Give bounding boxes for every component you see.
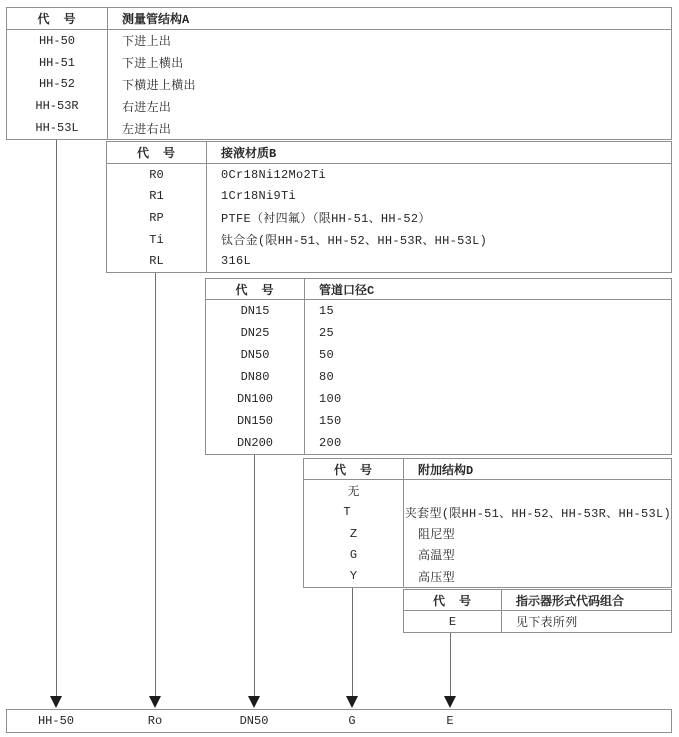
row-desc: 下进上出 — [122, 35, 172, 50]
table-row — [304, 523, 671, 544]
down-arrow-icon — [149, 696, 161, 708]
table-row — [206, 322, 671, 344]
row-code: E — [448, 614, 457, 629]
table-row — [206, 388, 671, 410]
example-code-segment: E — [446, 714, 454, 728]
table-header — [404, 590, 671, 611]
column-divider — [206, 142, 207, 272]
connector-line — [352, 588, 353, 696]
row-desc: PTFE（衬四氟）（限HH-51、HH-52） — [221, 212, 431, 227]
row-desc: 下进上横出 — [122, 57, 184, 72]
row-desc: 阻尼型 — [418, 528, 455, 543]
row-desc: 50 — [319, 348, 335, 362]
table-row — [206, 300, 671, 322]
row-desc: 右进左出 — [122, 100, 172, 115]
row-code: T — [343, 505, 351, 520]
example-code-segment: HH-50 — [37, 714, 74, 728]
table-row — [107, 229, 671, 251]
code-header: 代 号 — [432, 594, 472, 609]
table-pipe-diameter — [205, 278, 672, 455]
row-code: Ti — [149, 232, 164, 247]
row-code: R0 — [149, 167, 164, 182]
desc-header: 测量管结构A — [122, 13, 190, 27]
table-row — [107, 207, 671, 229]
row-desc: 下横进上横出 — [122, 78, 196, 93]
example-code-box — [6, 709, 672, 733]
row-code: HH-51 — [38, 55, 75, 70]
column-divider — [501, 590, 502, 632]
row-code: HH-50 — [38, 33, 75, 48]
row-desc: 200 — [319, 436, 342, 450]
table-row — [304, 566, 671, 587]
table-body — [304, 480, 671, 587]
down-arrow-icon — [50, 696, 62, 708]
row-desc: 15 — [319, 304, 335, 318]
row-desc: 150 — [319, 414, 342, 428]
row-code: DN25 — [240, 326, 270, 340]
row-code: G — [349, 547, 358, 562]
connector-line — [450, 633, 451, 696]
row-code: DN100 — [236, 392, 273, 406]
row-desc: 高温型 — [418, 549, 455, 564]
table-row — [304, 544, 671, 565]
table-wetted-material — [106, 141, 672, 273]
row-code: DN15 — [240, 304, 270, 318]
row-code: DN200 — [236, 436, 273, 450]
row-desc: 0Cr18Ni12Mo2Ti — [221, 167, 327, 182]
table-measuring-tube-structure — [6, 7, 672, 140]
table-row — [206, 344, 671, 366]
down-arrow-icon — [444, 696, 456, 708]
row-code: RL — [149, 254, 164, 269]
table-row — [304, 501, 671, 522]
row-code: R1 — [149, 189, 164, 204]
table-additional-structure — [303, 458, 672, 588]
down-arrow-icon — [346, 696, 358, 708]
row-code: HH-53R — [35, 99, 79, 114]
column-divider — [403, 459, 404, 587]
row-desc: 1Cr18Ni9Ti — [221, 189, 297, 204]
table-body — [107, 164, 671, 272]
row-desc: 100 — [319, 392, 342, 406]
row-code: HH-53L — [35, 121, 79, 136]
table-row — [107, 250, 671, 272]
desc-header: 管道口径C — [319, 283, 375, 298]
row-code: DN50 — [240, 348, 270, 362]
table-row — [206, 366, 671, 388]
row-desc: 钛合金(限HH-51、HH-52、HH-53R、HH-53L) — [221, 234, 488, 249]
row-code: HH-52 — [38, 77, 75, 92]
example-code-segment: G — [348, 714, 356, 728]
row-code: RP — [149, 210, 164, 225]
table-row — [107, 164, 671, 186]
row-desc: 25 — [319, 326, 335, 340]
table-body — [404, 611, 671, 632]
table-header — [304, 459, 671, 480]
code-header: 代 号 — [235, 283, 275, 298]
desc-header: 附加结构D — [418, 463, 474, 478]
row-desc: 80 — [319, 370, 335, 384]
code-header: 代 号 — [37, 13, 77, 27]
row-code: 无 — [347, 485, 360, 500]
desc-header: 接液材质B — [221, 147, 277, 161]
row-desc: 左进右出 — [122, 122, 172, 137]
column-divider — [304, 279, 305, 454]
table-row — [206, 432, 671, 454]
row-desc: 见下表所列 — [516, 616, 578, 630]
row-code: Y — [349, 569, 358, 584]
table-indicator-form — [403, 589, 672, 633]
row-desc: 316L — [221, 254, 252, 269]
column-divider — [107, 8, 108, 139]
table-row — [404, 611, 671, 632]
table-header — [107, 142, 671, 164]
example-code-segment: DN50 — [239, 714, 269, 728]
table-body — [206, 300, 671, 454]
row-code: DN150 — [236, 414, 273, 428]
row-desc: 高压型 — [418, 570, 455, 585]
row-code: Z — [349, 526, 358, 541]
table-row — [107, 186, 671, 208]
row-desc: 夹套型(限HH-51、HH-52、HH-53R、HH-53L) — [404, 506, 671, 521]
table-header — [206, 279, 671, 300]
desc-header: 指示器形式代码组合 — [516, 594, 625, 609]
code-header: 代 号 — [136, 147, 176, 161]
code-header: 代 号 — [333, 463, 373, 478]
row-code: DN80 — [240, 370, 270, 384]
table-row — [304, 480, 671, 501]
table-row — [206, 410, 671, 432]
example-code-segment: Ro — [147, 714, 163, 728]
connector-line — [155, 273, 156, 696]
connector-line — [56, 140, 57, 696]
connector-line — [254, 455, 255, 696]
down-arrow-icon — [248, 696, 260, 708]
